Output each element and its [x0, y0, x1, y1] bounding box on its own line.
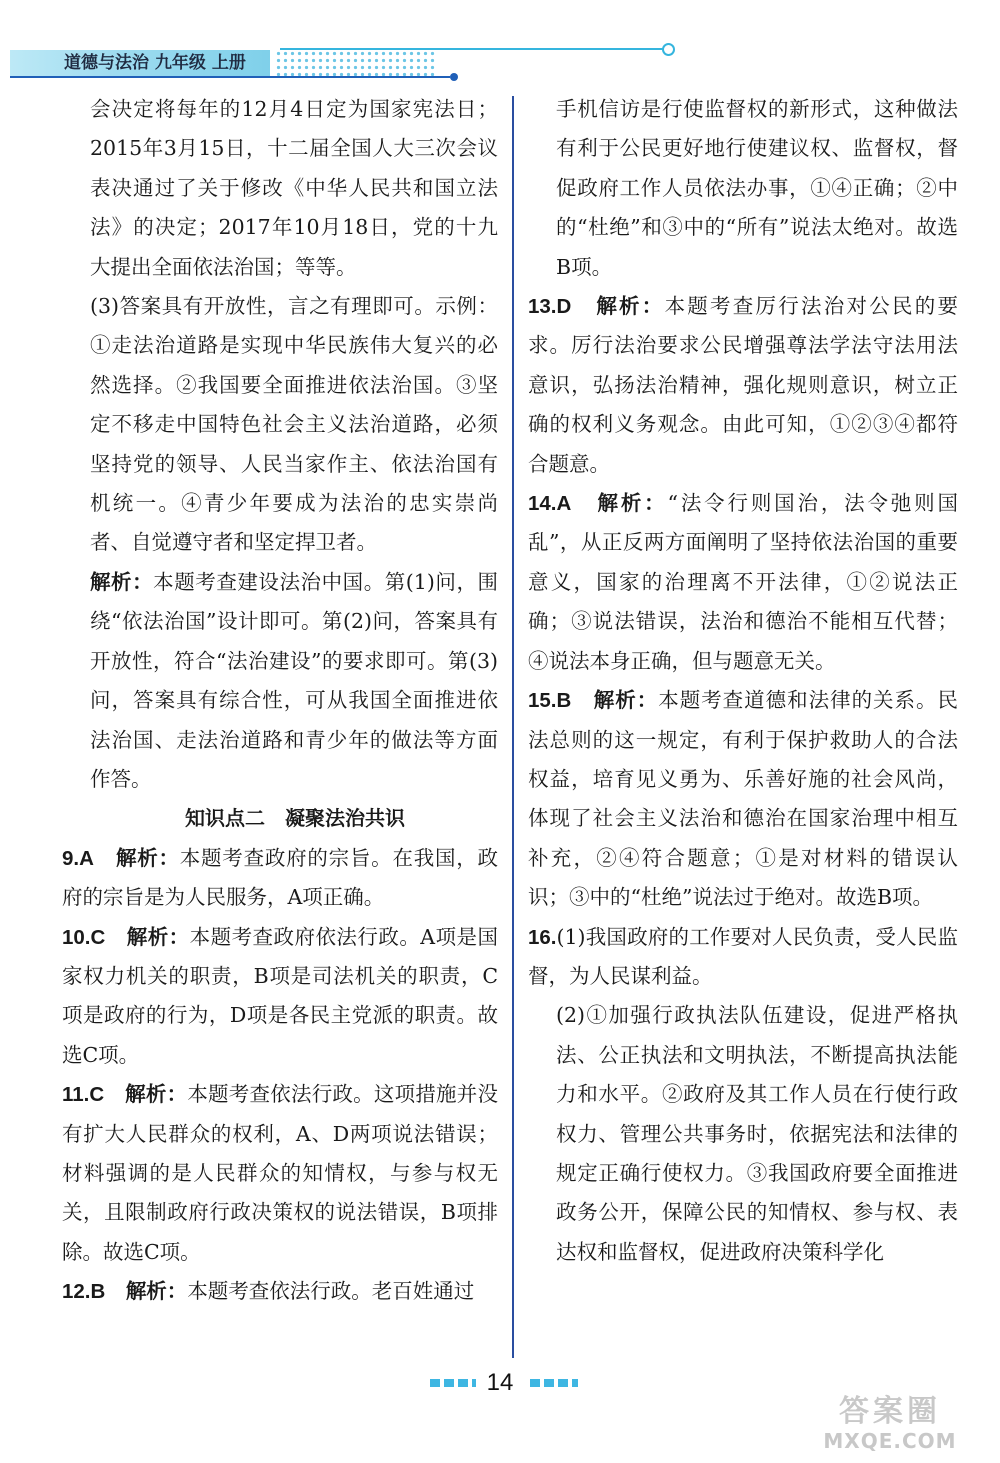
header-underline-dot: [450, 73, 458, 81]
answer-item-9: [62, 839, 498, 918]
item-text: 本题考查依法行政。老百姓通过: [187, 1279, 475, 1304]
answer-item-11: [62, 1075, 498, 1272]
item-16-part-1: (1)我国政府的工作要对人民负责，受人民监督，为人民谋利益。: [528, 924, 958, 988]
analysis-label: 解析：: [596, 294, 665, 319]
book-title: 道德与法治 九年级 上册: [64, 53, 246, 73]
continued-answer: 手机信访是行使监督权的新形式，这种做法有利于公民更好地行使建议权、监督权，督促政府工作人员依法办事，①④正确；②中的“杜绝”和③中的“所有”说法太绝对。故选B项。: [556, 97, 958, 279]
item-text: “法令行则国治，法令弛则国乱”，从正反两方面阐明了坚持依法治国的重要意义，国家的治理离不开法律，①②说法正确；③说法错误，法治和德治不能相互代替；④说法本身正确，但与题意无关。: [528, 491, 959, 673]
watermark-domain: MXQE.COM: [823, 1429, 957, 1453]
answer-item-12: [62, 1272, 498, 1311]
answer-part-3: (3)答案具有开放性，言之有理即可。示例：①走法治道路是实现中华民族伟大复兴的必然选择。②我国要全面推进依法治国。③坚定不移走中国特色社会主义法治道路，必须坚持党的领导、人民当家作主、依法治国有机统一。④青少年要成为法治的忠实崇尚者、自觉遵守者和坚定捍卫者。: [90, 294, 498, 555]
item-number: 11.C: [62, 1083, 105, 1107]
item-text: 本题考查厉行法治对公民的要求。厉行法治要求公民增强尊法学法守法用法意识，弘扬法治精神，强化规则意识，树立正确的权利义务观念。由此可知，①②③④都符合题意。: [528, 294, 959, 476]
column-divider: [512, 96, 514, 1358]
left-column: [62, 90, 498, 1312]
header-underline: [10, 76, 450, 78]
item-text: 本题考查依法行政。这项措施并没有扩大人民群众的权利，A、D两项说法错误；材料强调的是人民群众的知情权，与参与权无关，且限制政府行政决策权的说法错误，B项排除。故选C项。: [62, 1082, 499, 1264]
analysis-label: 解析：: [597, 491, 668, 516]
item-number: 9.A: [62, 846, 94, 870]
section-title: 知识点二 凝聚法治共识: [185, 806, 405, 831]
item-number: 16.: [528, 925, 557, 949]
analysis-label: 解析：: [125, 1279, 188, 1304]
header-dot-pattern: [275, 50, 435, 76]
page-header: [0, 40, 680, 85]
watermark-logo: [790, 1395, 990, 1457]
item-text: 本题考查政府的宗旨。在我国，政府的宗旨是为人民服务，A项正确。: [62, 845, 499, 910]
item-16-part-2: (2)①加强行政执法队伍建设，促进严格执法、公正执法和文明执法，不断提高执法能力和水平。②政府及其工作人员在行使行政权力、管理公共事务时，依据宪法和法律的规定正确行使权力。③我国政府要全面推进政务公开，保障公民的知情权、参与权、表达权和监督权，促进政府决策科学化: [556, 1003, 958, 1264]
footer-decor-right: [530, 1379, 578, 1387]
item-number: 13.D: [528, 295, 572, 319]
item-number: 14.A: [528, 492, 572, 516]
analysis-paragraph: [62, 563, 498, 799]
analysis-label: 解析：: [115, 845, 180, 870]
header-decor-circle: [662, 43, 675, 56]
analysis-label: 解析：: [90, 569, 154, 594]
answer-item-13: [528, 287, 958, 484]
footer-decor-left: [430, 1379, 476, 1387]
item-number: 10.C: [62, 925, 106, 949]
item-number: 15.B: [528, 689, 572, 713]
analysis-label: 解析：: [125, 1082, 188, 1107]
answer-item-16: [528, 918, 958, 997]
analysis-label: 解析：: [126, 924, 190, 949]
answer-item-10: [62, 918, 498, 1076]
analysis-label: 解析：: [593, 688, 659, 713]
page-number: 14: [486, 1369, 514, 1396]
analysis-text: 本题考查建设法治中国。第(1)问，围绕“依法治国”设计即可。第(2)问，答案具有开放性，符合“法治建设”的要求即可。第(3)问，答案具有综合性，可从我国全面推进依法治国、走法治道路和青少年的做法等方面作答。: [90, 569, 499, 791]
answer-item-14: [528, 484, 958, 681]
watermark-title: 答案圈: [839, 1394, 941, 1429]
item-text: 本题考查道德和法律的关系。民法总则的这一规定，有利于保护救助人的合法权益，培育见义勇为、乐善好施的社会风尚，体现了社会主义法治和德治在国家治理中相互补充，②④符合题意；①是对材料的错误认识；③中的“杜绝”说法过于绝对。故选B项。: [528, 688, 959, 910]
item-number: 12.B: [62, 1280, 106, 1304]
right-column: [528, 90, 958, 1272]
item-text: 本题考查政府依法行政。A项是国家权力机关的职责，B项是司法机关的职责，C项是政府的行为，D项是各民主党派的职责。故选C项。: [62, 924, 498, 1067]
continued-answer: 会决定将每年的12月4日定为国家宪法日；2015年3月15日，十二届全国人大三次会议表决通过了关于修改《中华人民共和国立法法》的决定；2017年10月18日，党的十九大提出全面依法治国；等等。: [90, 97, 498, 279]
answer-item-15: [528, 681, 958, 917]
